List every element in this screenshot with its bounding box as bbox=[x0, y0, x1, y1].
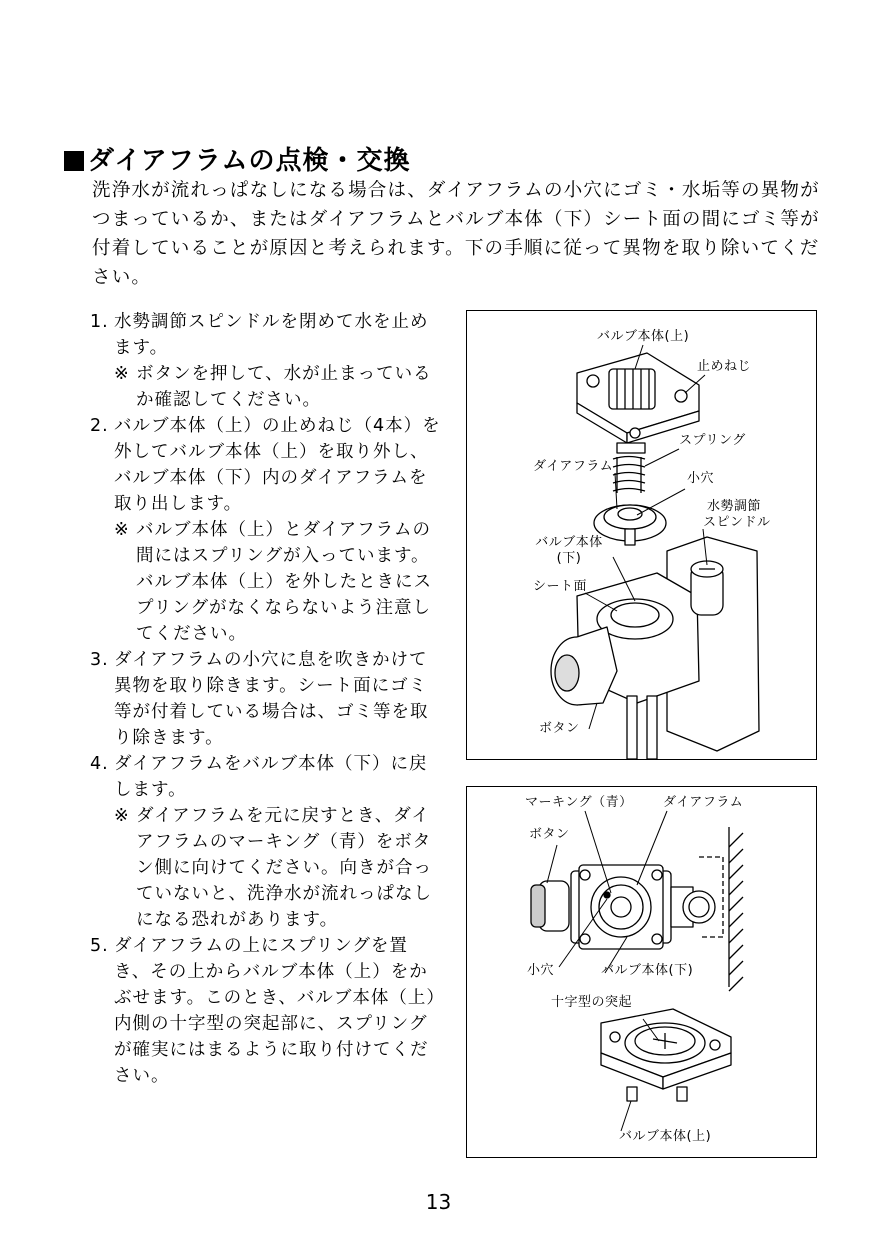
step-3 bbox=[90, 647, 442, 751]
page-number: 13 bbox=[425, 1190, 452, 1214]
step-note bbox=[114, 361, 442, 413]
label-spindle-1: 水勢調節 bbox=[707, 499, 762, 514]
label-seat: シート面 bbox=[533, 579, 588, 594]
note-mark: ※ bbox=[114, 364, 130, 384]
button-drawing bbox=[551, 627, 617, 705]
label-screw: 止めねじ bbox=[697, 359, 752, 374]
label-button-2: ボタン bbox=[529, 827, 570, 842]
step-1 bbox=[90, 309, 442, 413]
step-number: 5. bbox=[90, 936, 109, 956]
label-valve-lower-1: バルブ本体 bbox=[535, 535, 603, 550]
label-small-hole-2: 小穴 bbox=[527, 963, 555, 978]
valve-lower-top-drawing bbox=[571, 865, 715, 949]
label-cross: 十字型の突起 bbox=[551, 995, 633, 1010]
note-text: ダイアフラムを元に戻すとき、ダイアフラムのマーキング（青）をボタン側に向けてください。向きが合っていないと、洗浄水が流れっぱなしになる恐れがあります。 bbox=[136, 806, 432, 930]
label-spindle-2: スピンドル bbox=[703, 515, 771, 530]
top-view-figure bbox=[466, 786, 817, 1158]
label-valve-upper: バルブ本体(上) bbox=[597, 329, 690, 344]
exploded-view-figure bbox=[466, 310, 817, 760]
wall-hatching bbox=[729, 827, 743, 991]
step-2 bbox=[90, 413, 442, 647]
label-diaphragm: ダイアフラム bbox=[533, 459, 614, 474]
label-diaphragm-2: ダイアフラム bbox=[663, 795, 744, 810]
step-4 bbox=[90, 751, 442, 933]
label-valve-lower-2: バルブ本体(下) bbox=[601, 963, 694, 978]
label-small-hole: 小穴 bbox=[687, 471, 715, 486]
spring-drawing bbox=[613, 457, 645, 494]
label-button: ボタン bbox=[539, 721, 580, 736]
label-valve-lower-2: (下) bbox=[556, 551, 582, 566]
note-text: バルブ本体（上）とダイアフラムの間にはスプリングが入っています。バルブ本体（上）を外したときにスプリングがなくならないよう注意してください。 bbox=[136, 520, 432, 644]
section-title-text: ダイアフラムの点検・交換 bbox=[88, 146, 411, 176]
step-text: バルブ本体（上）の止めねじ（4本）を外してバルブ本体（上）を取り外し、バルブ本体（下）内のダイアフラムを取り出します。 bbox=[114, 416, 441, 514]
step-note bbox=[114, 517, 442, 647]
procedure-steps bbox=[90, 309, 442, 1089]
step-number: 3. bbox=[90, 650, 109, 670]
square-bullet-icon bbox=[64, 151, 84, 171]
step-note bbox=[114, 803, 442, 933]
step-number: 4. bbox=[90, 754, 109, 774]
label-spring: スプリング bbox=[679, 433, 746, 448]
exploded-view-drawing bbox=[467, 311, 816, 759]
valve-upper-bottom-drawing bbox=[601, 1009, 731, 1101]
step-number: 1. bbox=[90, 312, 109, 332]
step-text: 水勢調節スピンドルを閉めて水を止めます。 bbox=[114, 312, 429, 358]
note-mark: ※ bbox=[114, 520, 130, 540]
step-text: ダイアフラムをバルブ本体（下）に戻します。 bbox=[114, 754, 428, 800]
label-marking: マーキング（青） bbox=[525, 795, 633, 810]
step-text: ダイアフラムの上にスプリングを置き、その上からバルブ本体（上）をかぶせます。このとき、バルブ本体（上）内側の十字型の突起部に、スプリングが確実にはまるように取り付けてください。 bbox=[114, 936, 437, 1086]
step-number: 2. bbox=[90, 416, 109, 436]
intro-paragraph: 洗浄水が流れっぱなしになる場合は、ダイアフラムの小穴にゴミ・水垢等の異物がつまっているか、またはダイアフラムとバルブ本体（下）シート面の間にゴミ等が付着していることが原因と考えられます。下の手順に従って異物を取り除いてください。 bbox=[92, 180, 820, 288]
note-text: ボタンを押して、水が止まっているか確認してください。 bbox=[136, 364, 432, 410]
section-title bbox=[64, 140, 410, 177]
step-text: ダイアフラムの小穴に息を吹きかけて異物を取り除きます。シート面にゴミ等が付着している場合は、ゴミ等を取り除きます。 bbox=[114, 650, 429, 748]
step-5 bbox=[90, 933, 442, 1089]
button-top-drawing bbox=[531, 881, 569, 931]
label-valve-upper-2: バルブ本体(上) bbox=[619, 1129, 712, 1144]
note-mark: ※ bbox=[114, 806, 130, 826]
